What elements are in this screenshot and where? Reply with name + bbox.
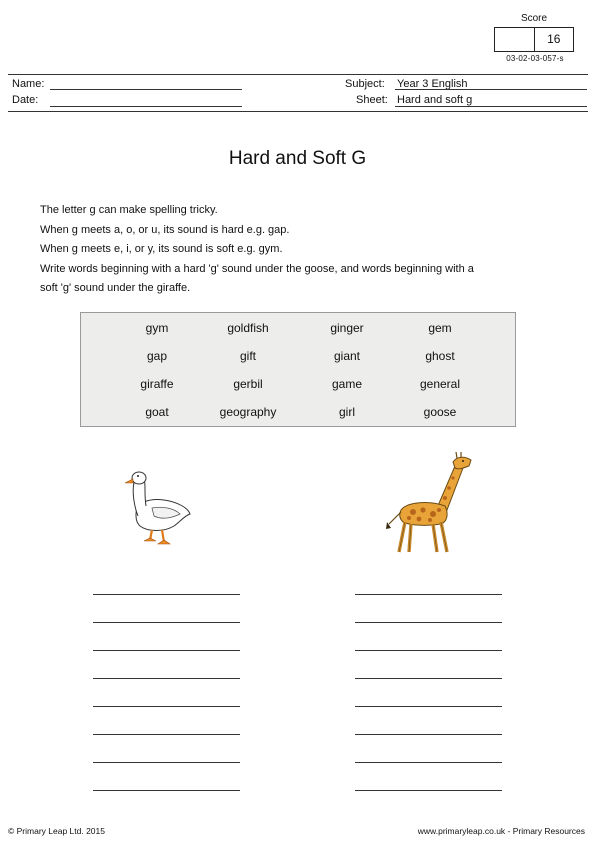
site-link[interactable]: www.primaryleap.co.uk - Primary Resources: [417, 826, 585, 836]
header-top-rule: [8, 74, 588, 75]
word-item: goat: [145, 405, 169, 419]
goose-answer-line[interactable]: [93, 678, 240, 679]
giraffe-answer-line[interactable]: [355, 594, 502, 595]
goose-answer-line[interactable]: [93, 622, 240, 623]
subject-label: Subject:: [345, 78, 385, 90]
word-item: geography: [219, 405, 277, 419]
name-field[interactable]: [50, 89, 242, 90]
word-item: gerbil: [233, 377, 263, 391]
page-title: Hard and Soft G: [228, 148, 367, 169]
goose-answer-line[interactable]: [93, 734, 240, 735]
word-item: goose: [423, 405, 457, 419]
giraffe-answer-line[interactable]: [355, 734, 502, 735]
instruction-line: When g meets a, o, or u, its sound is hard e.g. gap.: [40, 223, 290, 236]
instruction-line: Write words beginning with a hard 'g' sound under the goose, and words beginning with a: [40, 262, 474, 275]
instruction-line: The letter g can make spelling tricky.: [40, 204, 218, 216]
instruction-line: soft 'g' sound under the giraffe.: [40, 282, 191, 294]
word-item: game: [331, 377, 363, 391]
word-item: giraffe: [140, 377, 174, 391]
word-item: goldfish: [227, 321, 269, 335]
giraffe-answer-line[interactable]: [355, 678, 502, 679]
word-item: ginger: [330, 321, 364, 335]
word-item: general: [419, 377, 461, 391]
instruction-line: When g meets e, i, or y, its sound is soft e.g. gym.: [40, 243, 283, 255]
copyright-text: © Primary Leap Ltd. 2015: [8, 826, 105, 836]
goose-answer-line[interactable]: [93, 762, 240, 763]
instructions: [40, 201, 560, 299]
date-field[interactable]: [50, 106, 242, 107]
score-input-cell[interactable]: [495, 28, 535, 51]
subject-value: Year 3 English: [397, 78, 468, 90]
header-bottom-rule: [8, 111, 588, 112]
word-item: gift: [239, 349, 256, 363]
goose-answer-line[interactable]: [93, 594, 240, 595]
name-label: Name:: [12, 78, 45, 90]
goose-answer-line[interactable]: [93, 790, 240, 791]
word-item: ghost: [425, 349, 455, 363]
subject-underline: [395, 89, 587, 90]
giraffe-answer-line[interactable]: [355, 762, 502, 763]
word-item: gem: [428, 321, 452, 335]
word-bank: [80, 312, 516, 427]
word-item: giant: [333, 349, 361, 363]
giraffe-answer-line[interactable]: [355, 706, 502, 707]
score-label: Score: [520, 13, 548, 24]
giraffe-illustration: [383, 452, 475, 556]
score-total: 16: [547, 32, 561, 46]
goose-answer-line[interactable]: [93, 650, 240, 651]
goose-illustration: [122, 462, 194, 552]
score-box: [494, 27, 574, 52]
word-item: gym: [145, 321, 169, 335]
date-label: Date:: [12, 94, 39, 106]
giraffe-answer-line[interactable]: [355, 622, 502, 623]
sheet-underline: [395, 106, 587, 107]
worksheet-code: 03-02-03-057-s: [506, 54, 564, 63]
sheet-value: Hard and soft g: [397, 94, 473, 106]
word-item: gap: [146, 349, 168, 363]
sheet-label: Sheet:: [356, 94, 388, 106]
word-item: girl: [338, 405, 355, 419]
giraffe-answer-line[interactable]: [355, 650, 502, 651]
giraffe-answer-line[interactable]: [355, 790, 502, 791]
goose-answer-line[interactable]: [93, 706, 240, 707]
